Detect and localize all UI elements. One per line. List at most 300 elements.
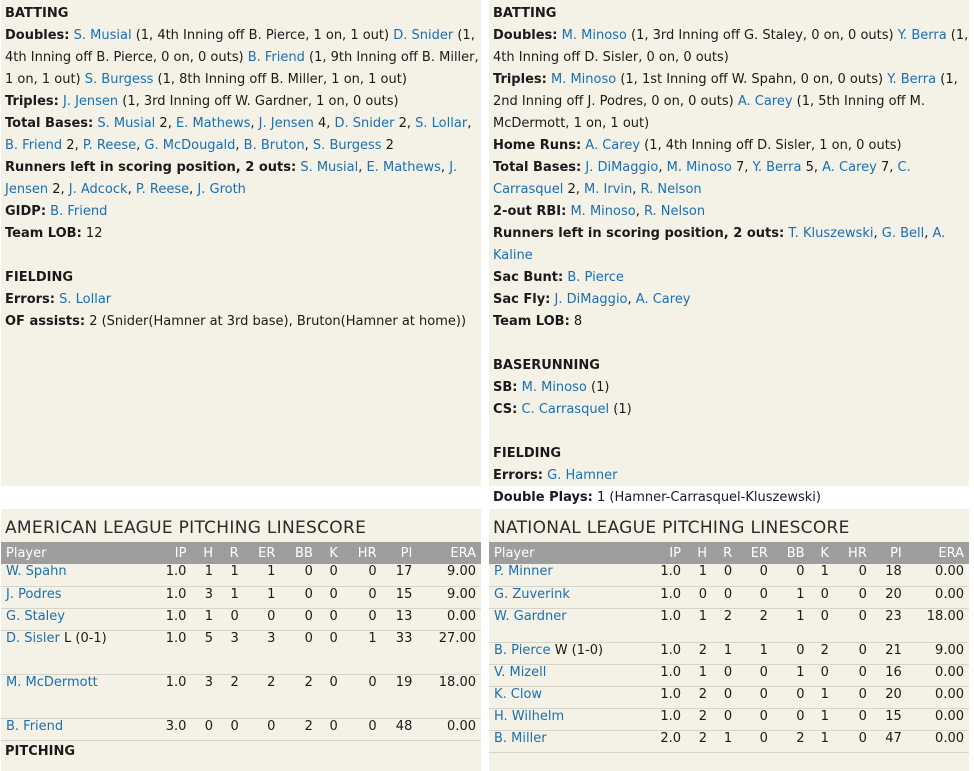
separator: , bbox=[467, 116, 472, 131]
stat-cell: 0 bbox=[858, 564, 867, 579]
column-header: IP bbox=[174, 545, 187, 561]
triples-line: Triples: J. Jensen (1, 3rd Inning off W. Gardner, 1 on, 0 outs) bbox=[5, 94, 399, 109]
fielding-header: FIELDING bbox=[5, 270, 74, 285]
player-stat-detail: (1, 9th Inning off B. Miller, 1 on, 1 out) bbox=[5, 50, 479, 87]
lob-line: Team LOB: 8 bbox=[493, 314, 583, 329]
separator: , bbox=[60, 182, 69, 197]
player-link[interactable]: B. Friend bbox=[50, 204, 108, 219]
column-header: K bbox=[820, 545, 829, 561]
of-assists-line: OF assists: 2 (Snider(Hamner at 3rd base), Bruton(Hamner at home)) bbox=[5, 314, 467, 329]
column-header: ER bbox=[258, 545, 276, 561]
stat-cell: 0 bbox=[858, 586, 867, 602]
player-link[interactable]: E. Mathews bbox=[175, 116, 251, 131]
stat-cell: 0 bbox=[759, 664, 768, 680]
player-stat-detail: 2 bbox=[48, 182, 61, 197]
stat-cell: 1.0 bbox=[165, 608, 187, 624]
stat-cell: 1.0 bbox=[660, 586, 682, 602]
right-notes-panel bbox=[489, 0, 969, 505]
stat-cell: 1 bbox=[267, 564, 276, 579]
sac-bunt-line: Sac Bunt: B. Pierce bbox=[493, 270, 624, 285]
player-link[interactable]: S. Burgess bbox=[84, 72, 154, 87]
stat-cell: 1 bbox=[796, 608, 805, 624]
column-header: Player bbox=[6, 545, 47, 561]
player-stat-detail: 4 bbox=[313, 116, 327, 131]
separator: , bbox=[813, 160, 823, 175]
player-link[interactable]: G. Hamner bbox=[547, 468, 618, 483]
stat-cell: 0 bbox=[304, 586, 313, 602]
table-row bbox=[1, 718, 481, 740]
player-link[interactable]: J. Jensen bbox=[258, 116, 314, 131]
stat-cell: 1.0 bbox=[660, 608, 682, 624]
player-link[interactable]: J. Jensen bbox=[5, 160, 458, 197]
stat-cell: 13 bbox=[395, 608, 413, 624]
player-link[interactable]: M. Minoso bbox=[570, 204, 636, 219]
stat-cell: 2 bbox=[304, 718, 313, 734]
pitcher-cell bbox=[1, 718, 150, 740]
stat-cell: 1 bbox=[796, 664, 805, 680]
stat-cell: 0 bbox=[796, 642, 805, 658]
stat-cell: 3 bbox=[267, 630, 276, 646]
column-header: ER bbox=[750, 545, 768, 561]
stat-cell: 2 bbox=[759, 608, 768, 624]
pitcher-cell bbox=[489, 708, 646, 730]
stat-cell: 5 bbox=[204, 630, 214, 646]
stat-cell: 1.0 bbox=[660, 664, 682, 680]
pitcher-link[interactable]: B. Miller bbox=[494, 730, 547, 746]
stat-cell: 2 bbox=[230, 674, 239, 690]
player-stat-detail: (1, 1st Inning off W. Spahn, 0 on, 0 outs) bbox=[616, 72, 884, 87]
player-stat-detail: (1, 3rd Inning off W. Gardner, 1 on, 0 outs) bbox=[118, 94, 399, 109]
player-link[interactable]: A. Carey bbox=[737, 94, 793, 109]
stat-cell: 1 bbox=[796, 586, 805, 602]
table-row bbox=[1, 586, 481, 608]
separator: , bbox=[74, 138, 83, 153]
stat-cell: 1 bbox=[820, 708, 829, 724]
stat-cell: 1 bbox=[368, 630, 377, 646]
table-row bbox=[489, 686, 969, 708]
stat-cell: 9.00 bbox=[447, 586, 476, 602]
separator: , bbox=[167, 116, 176, 131]
pitcher-link[interactable]: H. Wilhelm bbox=[494, 708, 565, 724]
stat-cell: 0 bbox=[723, 708, 733, 724]
stat-cell: 0 bbox=[267, 608, 276, 624]
stat-cell: 1 bbox=[759, 642, 768, 658]
separator: , bbox=[127, 182, 136, 197]
stat-cell: 1 bbox=[230, 586, 239, 602]
stat-cell: 0 bbox=[230, 718, 239, 734]
player-stat-detail: 7 bbox=[731, 160, 745, 175]
table-row bbox=[489, 642, 969, 664]
player-link[interactable]: A. Carey bbox=[822, 160, 877, 175]
stat-cell: 20 bbox=[885, 586, 902, 602]
pitching-footer-header: PITCHING bbox=[5, 743, 76, 759]
separator: , bbox=[440, 160, 450, 175]
pitcher-cell bbox=[1, 586, 150, 608]
stat-cell: 27.00 bbox=[438, 630, 476, 646]
pitcher-link[interactable]: B. Pierce bbox=[494, 642, 551, 658]
stat-cell: 0.00 bbox=[935, 686, 964, 702]
stat-cell: 2 bbox=[698, 730, 708, 746]
stat-cell: 0 bbox=[796, 686, 805, 702]
table-row bbox=[1, 564, 481, 586]
player-link[interactable]: Y. Berra bbox=[887, 72, 937, 87]
stat-cell: 0 bbox=[858, 642, 867, 658]
table-row bbox=[1, 674, 481, 718]
player-stat-detail: (1) bbox=[609, 402, 632, 417]
pitcher-cell bbox=[1, 630, 150, 674]
column-header: K bbox=[329, 545, 338, 561]
player-link[interactable]: S. Musial bbox=[300, 160, 359, 175]
player-stat-detail: 2 bbox=[381, 138, 394, 153]
stat-cell: 0 bbox=[796, 564, 805, 579]
player-stat-detail: (1, 2nd Inning off J. Podres, 0 on, 0 outs) bbox=[493, 72, 958, 109]
stat-cell: 15 bbox=[395, 586, 413, 602]
separator: , bbox=[304, 138, 313, 153]
stat-cell: 18.00 bbox=[926, 608, 964, 624]
pitcher-cell bbox=[1, 608, 150, 630]
stat-cell: 0.00 bbox=[447, 718, 476, 734]
stat-cell: 33 bbox=[395, 630, 413, 646]
column-header: R bbox=[723, 545, 733, 561]
stat-cell: 0 bbox=[698, 586, 708, 602]
pitcher-cell bbox=[489, 608, 646, 642]
cs-line: CS: C. Carrasquel (1) bbox=[493, 402, 632, 417]
lob-line: Team LOB: 12 bbox=[5, 226, 103, 241]
stat-cell: 18.00 bbox=[438, 674, 476, 690]
stat-cell: 3 bbox=[230, 630, 239, 646]
column-header: Player bbox=[494, 545, 535, 561]
column-header: ERA bbox=[938, 545, 964, 561]
player-stat-detail: (1, 4th Inning off B. Pierce, 0 on, 0 outs) bbox=[5, 28, 475, 65]
batting-header: BATTING bbox=[5, 6, 69, 21]
nl-pitching-table bbox=[489, 542, 969, 753]
stat-cell: 0 bbox=[858, 608, 867, 624]
player-link[interactable]: S. Lollar bbox=[59, 292, 112, 307]
player-link[interactable]: G. Bell bbox=[881, 226, 925, 241]
player-stat-detail: 2 bbox=[62, 138, 75, 153]
player-link[interactable]: J. Groth bbox=[197, 182, 246, 197]
pitcher-link[interactable]: W. Gardner bbox=[494, 608, 567, 624]
fielding-header: FIELDING bbox=[493, 446, 562, 461]
double-plays-line: Double Plays: 1 (Hamner-Carrasquel-Kluszewski) bbox=[493, 490, 821, 505]
player-stat-detail: 5 bbox=[801, 160, 814, 175]
separator: , bbox=[575, 182, 585, 197]
stat-cell: 0 bbox=[723, 686, 733, 702]
stat-cell: 0 bbox=[368, 608, 377, 624]
column-header: ERA bbox=[450, 545, 476, 561]
left-notes-panel bbox=[1, 0, 481, 486]
stat-cell: 0 bbox=[858, 686, 867, 702]
stat-cell: 0 bbox=[796, 708, 805, 724]
stat-cell: 17 bbox=[395, 564, 413, 579]
separator: , bbox=[873, 226, 882, 241]
column-header: HR bbox=[848, 545, 867, 561]
column-header: BB bbox=[786, 545, 805, 561]
stat-cell: 1 bbox=[820, 686, 829, 702]
stat-cell: 9.00 bbox=[935, 642, 964, 658]
pitcher-decision: L (0-1) bbox=[59, 630, 107, 646]
doubles-line: Doubles: S. Musial (1, 4th Inning off B. Pierce, 1 on, 1 out) D. Snider (1, 4th Inning off B. Pierce, 0 on, 0 outs) B. Friend (1, 9th Inning off B. Miller, 1 on, 1 out) S. Burgess (1, 8th Inning off B. Miller, 1 on, 1 out) bbox=[5, 28, 479, 87]
player-link[interactable]: M. Minoso bbox=[521, 380, 587, 395]
player-link[interactable]: B. Bruton bbox=[243, 138, 305, 153]
player-link[interactable]: M. Minoso bbox=[550, 72, 617, 87]
separator: , bbox=[924, 226, 933, 241]
player-link[interactable]: B. Friend bbox=[247, 50, 305, 65]
two-out-rbi-line: 2-out RBI: M. Minoso, R. Nelson bbox=[493, 204, 706, 219]
player-link[interactable]: M. Irvin bbox=[584, 182, 633, 197]
player-link[interactable]: S. Burgess bbox=[312, 138, 382, 153]
triples-line: Triples: M. Minoso (1, 1st Inning off W. Spahn, 0 on, 0 outs) Y. Berra (1, 2nd Inning off J. Podres, 0 on, 0 outs) A. Carey (1, 5th Inning off M. McDermott, 1 on, 1 out) bbox=[493, 72, 958, 131]
stat-cell: 0 bbox=[858, 730, 867, 746]
sb-line: SB: M. Minoso (1) bbox=[493, 380, 610, 395]
stat-cell: 0 bbox=[368, 674, 377, 690]
column-header: BB bbox=[295, 545, 313, 561]
stat-cell: 0 bbox=[267, 718, 276, 734]
player-stat-detail: 7 bbox=[876, 160, 890, 175]
pitcher-cell bbox=[489, 664, 646, 686]
stat-cell: 2 bbox=[698, 686, 708, 702]
pitcher-link[interactable]: M. McDermott bbox=[6, 674, 98, 690]
player-stat-detail: (1, 4th Inning off D. Sisler, 0 on, 0 outs) bbox=[493, 28, 969, 65]
stat-cell: 1 bbox=[698, 564, 708, 579]
stat-cell: 2 bbox=[304, 674, 313, 690]
player-link[interactable]: M. Minoso bbox=[666, 160, 732, 175]
separator: , bbox=[358, 160, 367, 175]
stat-cell: 0 bbox=[329, 586, 338, 602]
player-stat-detail: 2 bbox=[155, 116, 168, 131]
stat-cell: 0 bbox=[820, 586, 829, 602]
player-link[interactable]: A. Carey bbox=[635, 292, 691, 307]
stat-cell: 3 bbox=[204, 674, 214, 690]
stat-cell: 19 bbox=[395, 674, 413, 690]
doubles-line: Doubles: M. Minoso (1, 3rd Inning off G. Staley, 0 on, 0 outs) Y. Berra (1, 4th Inning off D. Sisler, 0 on, 0 outs) bbox=[493, 28, 969, 65]
stat-cell: 18 bbox=[885, 564, 902, 579]
pitcher-cell bbox=[489, 564, 646, 586]
column-header: HR bbox=[357, 545, 377, 561]
column-header: PI bbox=[890, 545, 902, 561]
table-row bbox=[489, 608, 969, 642]
stat-cell: 1 bbox=[230, 564, 239, 579]
stat-cell: 0.00 bbox=[935, 564, 964, 579]
player-stat-detail: (1, 5th Inning off M. McDermott, 1 on, 1 out) bbox=[493, 94, 925, 131]
stat-cell: 0 bbox=[759, 708, 768, 724]
pitcher-cell bbox=[489, 642, 646, 664]
table-row bbox=[489, 664, 969, 686]
stat-cell: 2 bbox=[796, 730, 805, 746]
stat-cell: 1 bbox=[723, 730, 733, 746]
stat-cell: 0 bbox=[304, 608, 313, 624]
stat-cell: 2 bbox=[698, 708, 708, 724]
pitcher-decision: W (1-0) bbox=[550, 642, 604, 658]
stat-cell: 2 bbox=[820, 642, 829, 658]
stat-cell: 0 bbox=[858, 664, 867, 680]
player-link[interactable]: B. Friend bbox=[5, 138, 63, 153]
stat-cell: 0 bbox=[204, 718, 214, 734]
player-link[interactable]: E. Mathews bbox=[366, 160, 441, 175]
pitcher-link[interactable]: B. Friend bbox=[6, 718, 64, 734]
pitcher-link[interactable]: G. Staley bbox=[6, 608, 65, 624]
stat-cell: 0 bbox=[723, 586, 733, 602]
pitcher-link[interactable]: K. Clow bbox=[494, 686, 543, 702]
stat-cell: 15 bbox=[885, 708, 902, 724]
home-runs-line: Home Runs: A. Carey (1, 4th Inning off D. Sisler, 1 on, 0 outs) bbox=[493, 138, 902, 153]
separator: , bbox=[632, 182, 641, 197]
pitcher-link[interactable]: D. Sisler bbox=[6, 630, 60, 646]
stat-cell: 1.0 bbox=[660, 708, 682, 724]
stat-cell: 0 bbox=[368, 564, 377, 579]
gidp-line: GIDP: B. Friend bbox=[5, 204, 108, 219]
batting-header: BATTING bbox=[493, 6, 557, 21]
stat-cell: 0 bbox=[329, 674, 338, 690]
stat-cell: 48 bbox=[395, 718, 413, 734]
stat-cell: 0 bbox=[329, 630, 338, 646]
column-header: H bbox=[203, 545, 214, 561]
stat-cell: 1.0 bbox=[165, 564, 187, 579]
sac-fly-line: Sac Fly: J. DiMaggio, A. Carey bbox=[493, 292, 691, 307]
player-link[interactable]: P. Reese bbox=[135, 182, 190, 197]
column-header: H bbox=[697, 545, 708, 561]
stat-cell: 1.0 bbox=[165, 586, 187, 602]
stat-cell: 0.00 bbox=[935, 586, 964, 602]
stat-cell: 1 bbox=[723, 642, 733, 658]
pitcher-link[interactable]: P. Minner bbox=[494, 564, 553, 579]
table-row bbox=[1, 630, 481, 674]
separator: , bbox=[744, 160, 753, 175]
player-link[interactable]: P. Reese bbox=[82, 138, 137, 153]
stat-cell: 16 bbox=[885, 664, 902, 680]
stat-cell: 0 bbox=[759, 586, 768, 602]
player-link[interactable]: D. Snider bbox=[393, 28, 454, 43]
player-stat-detail: (1, 8th Inning off B. Miller, 1 on, 1 out) bbox=[153, 72, 407, 87]
separator: , bbox=[627, 292, 636, 307]
player-link[interactable]: J. Jensen bbox=[62, 94, 119, 109]
stat-cell: 1.0 bbox=[660, 686, 682, 702]
stat-cell: 23 bbox=[885, 608, 902, 624]
player-link[interactable]: A. Carey bbox=[585, 138, 641, 153]
column-header: R bbox=[229, 545, 239, 561]
player-link[interactable]: S. Musial bbox=[73, 28, 132, 43]
stat-cell: 0.00 bbox=[935, 730, 964, 746]
stat-cell: 0 bbox=[759, 564, 768, 579]
stat-cell: 0.00 bbox=[935, 664, 964, 680]
player-stat-detail: (1) bbox=[586, 380, 610, 395]
stat-cell: 0 bbox=[858, 708, 867, 724]
player-link[interactable]: R. Nelson bbox=[640, 182, 702, 197]
player-link[interactable]: S. Musial bbox=[97, 116, 156, 131]
stat-cell: 1.0 bbox=[165, 630, 187, 646]
player-link[interactable]: B. Pierce bbox=[567, 270, 624, 285]
stat-cell: 0 bbox=[368, 586, 377, 602]
player-stat-detail: (1, 4th Inning off D. Sisler, 1 on, 0 outs) bbox=[640, 138, 902, 153]
stat-cell: 1.0 bbox=[165, 674, 187, 690]
table-row bbox=[489, 730, 969, 752]
player-link[interactable]: T. Kluszewski bbox=[788, 226, 874, 241]
player-link[interactable]: G. McDougald bbox=[144, 138, 236, 153]
stat-cell: 1 bbox=[204, 564, 214, 579]
stat-cell: 0 bbox=[329, 608, 338, 624]
stat-cell: 2 bbox=[267, 674, 276, 690]
pitcher-cell bbox=[489, 730, 646, 752]
stat-cell: 2 bbox=[698, 642, 708, 658]
stat-cell: 0.00 bbox=[935, 708, 964, 724]
separator: , bbox=[235, 138, 244, 153]
separator: , bbox=[189, 182, 198, 197]
separator: , bbox=[889, 160, 898, 175]
player-link[interactable]: A. Kaline bbox=[493, 226, 946, 263]
player-link[interactable]: C. Carrasquel bbox=[521, 402, 610, 417]
stat-cell: 0.00 bbox=[447, 608, 476, 624]
errors-line: Errors: S. Lollar bbox=[5, 292, 112, 307]
stat-cell: 0 bbox=[723, 664, 733, 680]
stat-cell: 2 bbox=[723, 608, 733, 624]
player-link[interactable]: Y. Berra bbox=[752, 160, 802, 175]
player-link[interactable]: J. Adcock bbox=[68, 182, 128, 197]
separator: , bbox=[406, 116, 416, 131]
pitcher-link[interactable]: V. Mizell bbox=[494, 664, 547, 680]
player-stat-detail: 2 bbox=[394, 116, 407, 131]
player-stat-detail: (1, 3rd Inning off G. Staley, 0 on, 0 outs) bbox=[626, 28, 894, 43]
stat-cell: 0 bbox=[759, 686, 768, 702]
player-stat-detail: 2 bbox=[563, 182, 576, 197]
total-bases-line: Total Bases: J. DiMaggio, M. Minoso 7, Y. Berra 5, A. Carey 7, C. Carrasquel 2, M. Irvin, R. Nelson bbox=[493, 160, 911, 197]
stat-cell: 20 bbox=[885, 686, 902, 702]
table-row bbox=[489, 586, 969, 608]
pitcher-cell bbox=[1, 674, 150, 718]
total-bases-line: Total Bases: S. Musial 2, E. Mathews, J. Jensen 4, D. Snider 2, S. Lollar, B. Friend 2, P. Reese, G. McDougald, B. Bruton, S. Burgess 2 bbox=[5, 116, 472, 153]
separator: , bbox=[658, 160, 667, 175]
al-pitching-table bbox=[1, 542, 481, 741]
stat-cell: 2.0 bbox=[660, 730, 682, 746]
player-link[interactable]: Y. Berra bbox=[897, 28, 947, 43]
stat-cell: 0 bbox=[304, 630, 313, 646]
column-header: PI bbox=[400, 545, 413, 561]
stat-cell: 0 bbox=[304, 564, 313, 579]
separator: , bbox=[136, 138, 145, 153]
stat-cell: 0 bbox=[368, 718, 377, 734]
table-row bbox=[1, 608, 481, 630]
errors-line: Errors: G. Hamner bbox=[493, 468, 618, 483]
player-link[interactable]: J. DiMaggio bbox=[585, 160, 659, 175]
separator: , bbox=[250, 116, 259, 131]
risp-line: Runners left in scoring position, 2 outs: T. Kluszewski, G. Bell, A. Kaline bbox=[493, 226, 946, 263]
table-row bbox=[489, 564, 969, 586]
al-pitching-title: AMERICAN LEAGUE PITCHING LINESCORE bbox=[5, 518, 367, 538]
nl-pitching-panel bbox=[489, 509, 969, 771]
player-link[interactable]: M. Minoso bbox=[561, 28, 627, 43]
pitcher-cell bbox=[1, 564, 150, 586]
stat-cell: 9.00 bbox=[447, 564, 476, 579]
stat-cell: 3 bbox=[204, 586, 214, 602]
stat-cell: 21 bbox=[885, 642, 902, 658]
separator: , bbox=[635, 204, 644, 219]
player-link[interactable]: R. Nelson bbox=[643, 204, 706, 219]
pitcher-cell bbox=[489, 586, 646, 608]
pitcher-cell bbox=[489, 686, 646, 708]
stat-cell: 1 bbox=[698, 664, 708, 680]
pitcher-link[interactable]: W. Spahn bbox=[6, 564, 67, 579]
stat-cell: 0 bbox=[329, 718, 338, 734]
player-link[interactable]: J. DiMaggio bbox=[554, 292, 628, 307]
stat-cell: 0 bbox=[329, 564, 338, 579]
pitcher-link[interactable]: J. Podres bbox=[6, 586, 62, 602]
player-link[interactable]: S. Lollar bbox=[415, 116, 468, 131]
player-link[interactable]: C. Carrasquel bbox=[493, 160, 911, 197]
player-stat-detail: (1, 4th Inning off B. Pierce, 1 on, 1 out) bbox=[131, 28, 390, 43]
nl-pitching-title: NATIONAL LEAGUE PITCHING LINESCORE bbox=[493, 518, 850, 538]
player-link[interactable]: D. Snider bbox=[334, 116, 395, 131]
stat-cell: 0 bbox=[820, 664, 829, 680]
pitcher-link[interactable]: G. Zuverink bbox=[494, 586, 570, 602]
